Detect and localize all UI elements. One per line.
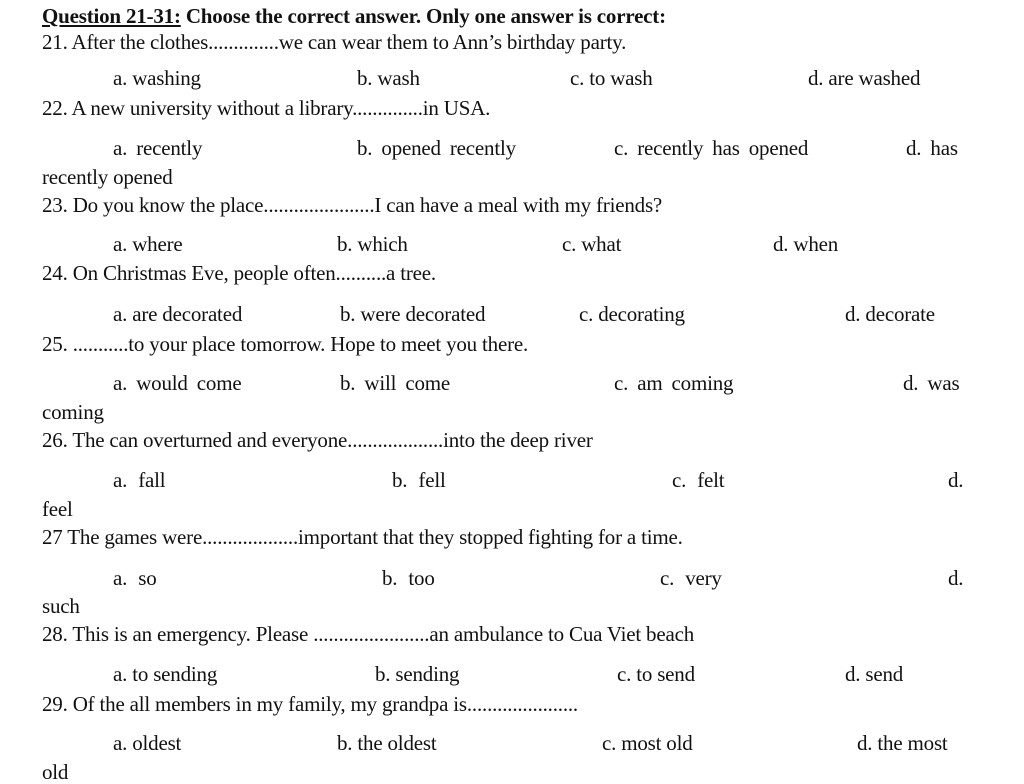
question-22-option-c: c. recently has opened <box>614 136 809 160</box>
question-29-option-c: c. most old <box>602 731 693 755</box>
question-26-option-d: d. <box>948 468 964 492</box>
question-29-option-a: a. oldest <box>113 731 182 755</box>
question-27-option-c: c. very <box>660 566 722 590</box>
question-29-stem: 29. Of the all members in my family, my grandpa is...................... <box>42 692 578 716</box>
question-27-option-b: b. too <box>382 566 435 590</box>
question-25-wrap: coming <box>42 400 104 424</box>
question-27-option-d: d. <box>948 566 964 590</box>
question-21-option-c: c. to wash <box>570 66 653 90</box>
question-29-option-b: b. the oldest <box>337 731 437 755</box>
question-28-stem: 28. This is an emergency. Please .......................an ambulance to Cua Viet beach <box>42 622 695 646</box>
section-instruction: Choose the correct answer. Only one answer is correct: <box>180 4 666 28</box>
question-26-option-b: b. fell <box>392 468 446 492</box>
question-27-wrap: such <box>42 594 80 618</box>
question-22-option-a: a. recently <box>113 136 203 160</box>
question-24-option-d: d. decorate <box>845 302 935 326</box>
question-25-option-b: b. will come <box>340 371 450 395</box>
question-22-option-d: d. has <box>906 136 958 160</box>
question-21-option-a: a. washing <box>113 66 201 90</box>
question-25-option-a: a. would come <box>113 371 242 395</box>
question-26-wrap: feel <box>42 497 73 521</box>
question-27-option-a: a. so <box>113 566 157 590</box>
question-24-option-b: b. were decorated <box>340 302 486 326</box>
question-25-stem: 25. ...........to your place tomorrow. Hope to meet you there. <box>42 332 529 356</box>
question-23-option-b: b. which <box>337 232 408 256</box>
question-26-stem: 26. The can overturned and everyone...................into the deep river <box>42 428 593 452</box>
question-23-stem: 23. Do you know the place......................I can have a meal with my friends? <box>42 193 663 217</box>
question-24-stem: 24. On Christmas Eve, people often..........a tree. <box>42 261 436 285</box>
question-25-option-d: d. was <box>903 371 960 395</box>
question-22-option-b: b. opened recently <box>357 136 516 160</box>
section-label: Question 21-31: <box>42 4 181 28</box>
question-22-stem: 22. A new university without a library..............in USA. <box>42 96 491 120</box>
question-24-option-c: c. decorating <box>579 302 685 326</box>
question-24-option-a: a. are decorated <box>113 302 243 326</box>
question-21-option-b: b. wash <box>357 66 420 90</box>
section-heading <box>42 4 666 28</box>
question-22-wrap: recently opened <box>42 165 173 189</box>
question-23-option-a: a. where <box>113 232 183 256</box>
question-23-option-c: c. what <box>562 232 622 256</box>
question-28-option-c: c. to send <box>617 662 695 686</box>
question-28-option-a: a. to sending <box>113 662 218 686</box>
question-26-option-a: a. fall <box>113 468 166 492</box>
question-21-option-d: d. are washed <box>808 66 921 90</box>
question-27-stem: 27 The games were...................important that they stopped fighting for a time. <box>42 525 683 549</box>
question-29-option-d: d. the most <box>857 731 948 755</box>
question-23-option-d: d. when <box>773 232 839 256</box>
question-26-option-c: c. felt <box>672 468 725 492</box>
question-28-option-d: d. send <box>845 662 904 686</box>
question-28-option-b: b. sending <box>375 662 460 686</box>
question-25-option-c: c. am coming <box>614 371 734 395</box>
question-21-stem: 21. After the clothes..............we can wear them to Ann’s birthday party. <box>42 30 627 54</box>
question-29-wrap: old <box>42 760 69 784</box>
